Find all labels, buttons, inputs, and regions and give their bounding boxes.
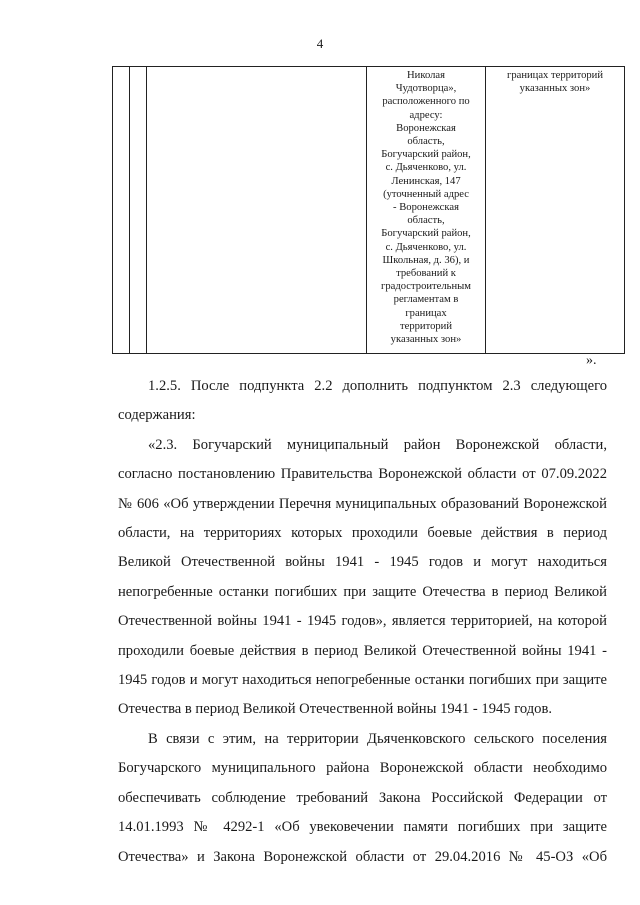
cell-text-line: - Воронежская — [393, 202, 459, 214]
table-cell-3 — [147, 67, 367, 354]
cell-text-line: Богучарский район, — [381, 149, 471, 161]
cell-text-line: Школьная, д. 36), и — [382, 254, 470, 266]
paragraph-line: Отечества» и Закона Воронежской области от 29.04.2016 № 45-ОЗ «Об — [118, 848, 607, 865]
cell-text-line: указанных зон» — [519, 83, 591, 95]
paragraph-line: проходили боевые действия в период Великой Отечественной войны 1941 - — [118, 642, 607, 659]
cell-text-line: адресу: — [409, 109, 443, 121]
cell-text-line: границах территорий — [506, 70, 604, 81]
paragraph-line: 1945 годов и могут находиться непогребенные останки погибших при защите — [118, 672, 607, 689]
cell-text-line: (уточненный адрес — [383, 188, 469, 200]
paragraph-line: № 606 «Об утверждении Перечня муниципальных образований Воронежской — [118, 495, 607, 512]
cell-text-line: требований к — [396, 268, 456, 280]
paragraph-line: Отечественной войны 1941 - 1945 годов», является территорией, на которой — [118, 613, 607, 630]
page-number: 4 — [316, 36, 324, 51]
cell-text-line: Ленинская, 147 — [391, 175, 461, 187]
table-cell-2 — [130, 67, 147, 354]
cell-text-line: область, — [407, 215, 445, 227]
cell-text-line: градостроительным — [381, 281, 471, 293]
continuation-table — [112, 66, 625, 354]
cell-text-line: Богучарский район, — [381, 228, 471, 240]
cell-text-line: с. Дьяченково, ул. — [385, 162, 467, 174]
paragraph-line: «2.3. Богучарский муниципальный район Воронежской области, — [148, 436, 607, 453]
table-cell-1 — [113, 67, 130, 354]
cell-text-line: территорий — [399, 320, 453, 332]
paragraph-line: Великой Отечественной войны 1941 - 1945 годов и могут находиться — [118, 554, 607, 571]
paragraph-line: Богучарского муниципального района Воронежской области необходимо — [118, 760, 607, 777]
paragraph-line: непогребенные останки погибших при защите Отечества в период Великой — [118, 583, 607, 600]
paragraph-line: Отечества в период Великой Отечественной войны 1941 - 1945 годов. — [118, 701, 553, 718]
document-body — [118, 372, 607, 872]
paragraph-line: согласно постановлению Правительства Воронежской области от 07.09.2022 — [118, 466, 607, 483]
cell-text-line: расположенного по — [382, 96, 470, 108]
cell-text-line: область, — [407, 136, 445, 148]
table-cell-5 — [486, 67, 625, 354]
paragraph-line: содержания: — [118, 407, 196, 424]
cell-text-line: с. Дьяченково, ул. — [385, 241, 467, 253]
cell-text-line: Николая — [407, 70, 445, 81]
cell-text-line: Воронежская — [396, 122, 456, 134]
table-cell-4 — [367, 67, 486, 354]
cell-text-line: регламентам в — [393, 294, 459, 306]
cell-text-line: Чудотворца», — [395, 83, 457, 95]
cell-text-line: границах — [405, 307, 447, 319]
paragraph-line: области, на территориях которых проходили боевые действия в период — [118, 525, 607, 542]
paragraph-line: В связи с этим, на территории Дьяченковского сельского поселения — [148, 730, 607, 747]
table-row — [113, 67, 625, 354]
paragraph-line: 1.2.5. После подпункта 2.2 дополнить подпунктом 2.3 следующего — [148, 378, 607, 394]
closing-quote: ». — [586, 353, 597, 368]
cell-text-line: указанных зон» — [390, 334, 462, 346]
paragraph-line: обеспечивать соблюдение требований Закона Российской Федерации от — [118, 789, 607, 806]
paragraph-line: 14.01.1993 № 4292-1 «Об увековечении памяти погибших при защите — [118, 819, 607, 836]
